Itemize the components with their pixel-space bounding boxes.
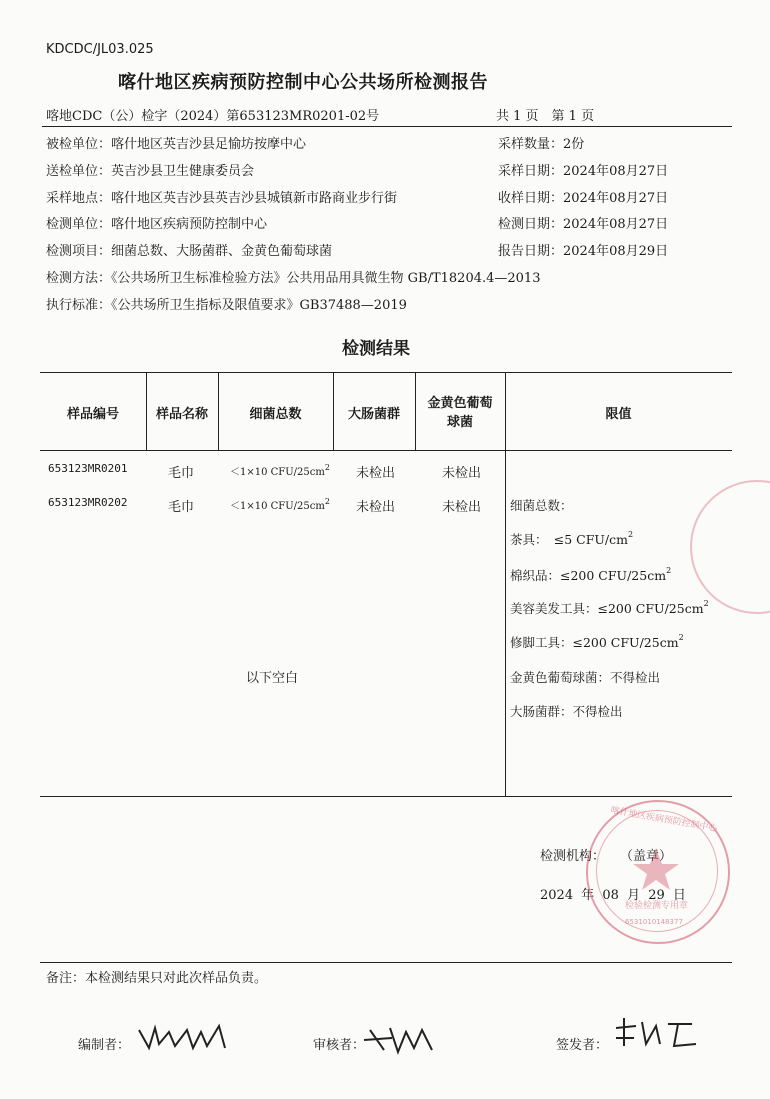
editor-signature bbox=[135, 1020, 235, 1060]
reviewer-signature bbox=[362, 1022, 442, 1062]
test-date: 检测日期：2024年08月27日 bbox=[498, 217, 669, 232]
document-code: KDCDC/JL03.025 bbox=[46, 42, 154, 57]
seal-note: （盖章） bbox=[620, 849, 673, 864]
limit-tea: 茶具： ≤5 CFU/$cm^2$ bbox=[510, 530, 634, 547]
report-date: 报告日期：2024年08月29日 bbox=[498, 244, 669, 259]
report-title: 喀什地区疾病预防控制中心公共场所检测报告 bbox=[118, 72, 488, 93]
execution-standard: 执行标准：《公共场所卫生指标及限值要求》GB37488—2019 bbox=[46, 298, 407, 313]
col-sample-id: 样品编号 bbox=[66, 407, 119, 422]
reviewer-label: 审核者： bbox=[313, 1038, 366, 1053]
footer-rule bbox=[40, 962, 732, 963]
sampling-date: 采样日期：2024年08月27日 bbox=[498, 164, 669, 179]
bacteria-value: ＜1×10 CFU/$25cm^2$ bbox=[230, 497, 330, 512]
report-number: 喀地CDC（公）检字（2024）第653123MR0201-02号 bbox=[46, 109, 380, 124]
staph-value: 未检出 bbox=[442, 466, 482, 481]
editor-label: 编制者： bbox=[78, 1038, 131, 1053]
col-coliform: 大肠菌群 bbox=[347, 407, 400, 422]
sample-id: 653123MR0202 bbox=[48, 496, 128, 509]
col-sample-name: 样品名称 bbox=[155, 407, 208, 422]
limit-beauty: 美容美发工具：≤200 CFU/$25cm^2$ bbox=[510, 599, 709, 616]
staph-value: 未检出 bbox=[442, 500, 482, 515]
results-title: 检测结果 bbox=[342, 339, 410, 359]
blank-note: 以下空白 bbox=[246, 671, 299, 686]
table-header-rule bbox=[40, 450, 732, 451]
limit-staph: 金黄色葡萄球菌：不得检出 bbox=[510, 670, 661, 685]
header-rule bbox=[42, 126, 732, 127]
limit-textile: 棉织品：≤200 CFU/$25cm^2$ bbox=[510, 566, 672, 583]
sample-name: 毛巾 bbox=[168, 500, 195, 515]
coliform-value: 未检出 bbox=[356, 466, 396, 481]
table-divider bbox=[505, 372, 506, 796]
issue-date: 2024 年 08 月 29 日 bbox=[540, 888, 686, 903]
col-staph: 金黄色葡萄 球菌 bbox=[427, 396, 493, 430]
table-bottom-rule bbox=[40, 796, 732, 797]
test-items: 检测项目：细菌总数、大肠菌群、金黄色葡萄球菌 bbox=[46, 244, 333, 259]
submit-unit: 送检单位：英吉沙县卫生健康委员会 bbox=[46, 164, 255, 179]
receive-date: 收样日期：2024年08月27日 bbox=[498, 191, 669, 206]
page-indicator: 共 1 页 第 1 页 bbox=[496, 109, 595, 124]
partial-seal bbox=[690, 480, 770, 614]
issuer-signature bbox=[612, 1014, 702, 1060]
limit-pedicure: 修脚工具：≤200 CFU/$25cm^2$ bbox=[510, 633, 684, 650]
test-method: 检测方法：《公共场所卫生标准检验方法》公共用品用具微生物 GB/T18204.4—2013 bbox=[46, 271, 541, 286]
sample-name: 毛巾 bbox=[168, 466, 195, 481]
bacteria-value: ＜1×10 CFU/$25cm^2$ bbox=[230, 463, 330, 478]
org-label: 检测机构： bbox=[540, 849, 606, 864]
limit-coliform: 大肠菌群：不得检出 bbox=[510, 704, 623, 719]
remark: 备注：本检测结果只对此次样品负责。 bbox=[46, 971, 268, 986]
issuer-label: 签发者： bbox=[556, 1038, 609, 1053]
col-limit: 限值 bbox=[605, 407, 632, 422]
col-bacteria: 细菌总数 bbox=[249, 407, 302, 422]
sample-id: 653123MR0201 bbox=[48, 462, 128, 475]
testing-unit: 检测单位：喀什地区疾病预防控制中心 bbox=[46, 217, 268, 232]
sample-quantity: 采样数量：2份 bbox=[498, 137, 585, 152]
limit-header: 细菌总数： bbox=[510, 498, 573, 513]
table-top-rule bbox=[40, 372, 732, 373]
coliform-value: 未检出 bbox=[356, 500, 396, 515]
inspected-unit: 被检单位：喀什地区英吉沙县足愉坊按摩中心 bbox=[46, 137, 307, 152]
sampling-site: 采样地点：喀什地区英吉沙县英吉沙县城镇新市路商业步行街 bbox=[46, 191, 398, 206]
